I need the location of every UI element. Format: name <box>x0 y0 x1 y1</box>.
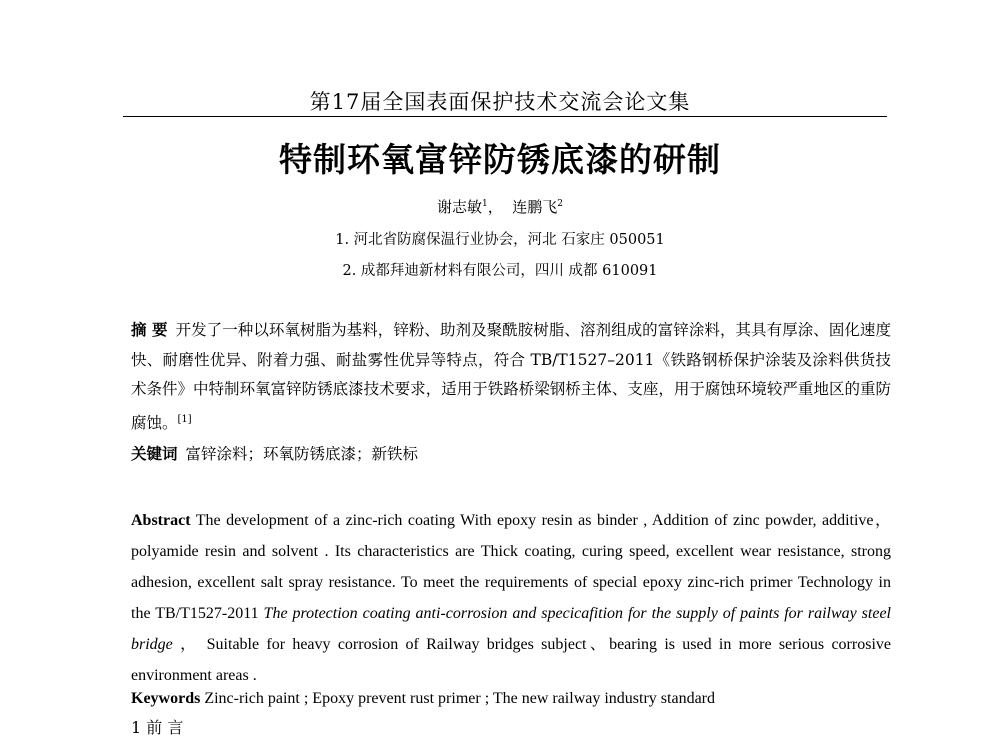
affiliation-2: 2. 成都拜迪新材料有限公司，四川 成都 610091 <box>342 263 658 279</box>
abstract-en-label: Abstract <box>131 512 191 529</box>
author-affiliation-mark: 1 <box>481 199 488 209</box>
header-rule <box>123 116 887 117</box>
keywords-en-text: Zinc-rich paint ; Epoxy prevent rust primer ; The new railway industry standard <box>200 690 715 707</box>
keywords-en <box>131 690 891 708</box>
author-affiliation-mark: 2 <box>557 199 564 209</box>
keywords-cn-label: 关键词 <box>131 445 178 463</box>
author-line <box>0 196 1000 217</box>
abstract-en-text-end: ， Suitable for heavy corrosion of Railway bridges subject、bearing is used in more serious corrosive environment areas . <box>131 636 891 684</box>
keywords-en-label: Keywords <box>131 690 201 707</box>
abstract-en-text: The development of a zinc-rich coating With epoxy resin as binder , Addition of zinc powder, additive，polyamide resin and solvent . Its characteristics are Thick coating, curing speed, excellent wear resistance, strong adhesion, excellent salt spray resistance. To meet the requirements of special epoxy zinc-rich primer Technology in the TB/T1527-2011 <box>131 512 891 622</box>
abstract-cn-text: 开发了一种以环氧树脂为基料，锌粉、助剂及聚酰胺树脂、溶剂组成的富锌涂料，其具有厚涂、固化速度快、耐磨性优异、附着力强、耐盐雾性优异等特点，符合 TB/T1527–2011《铁路钢桥保护涂装及涂料供货技术条件》中特制环氧富锌防锈底漆技术要求，适用于铁路桥梁钢桥主体、支座，用于腐蚀环境较严重地区的重防腐蚀。 <box>131 321 891 432</box>
keywords-cn <box>131 442 891 464</box>
author-name: 连鹏飞 <box>512 198 558 216</box>
abstract-en-standard-title: The protection coating anti-corrosion and specicafition for the supply of paints for railway steel bridge <box>131 605 891 653</box>
citation-mark: [1] <box>177 413 192 425</box>
author-separator: ， <box>487 198 503 216</box>
abstract-cn-label: 摘 要 <box>131 321 168 339</box>
affiliation-1: 1. 河北省防腐保温行业协会，河北 石家庄 050051 <box>335 232 665 248</box>
paper-title: 特制环氧富锌防锈底漆的研制 <box>279 140 721 179</box>
abstract-en <box>131 505 891 691</box>
section-heading-partial: 1 前 言 <box>131 718 184 737</box>
running-header: 第17届全国表面保护技术交流会论文集 <box>309 90 691 114</box>
keywords-cn-text: 富锌涂料；环氧防锈底漆；新铁标 <box>185 445 419 463</box>
author-name: 谢志敏 <box>436 198 482 216</box>
abstract-cn <box>131 316 891 438</box>
